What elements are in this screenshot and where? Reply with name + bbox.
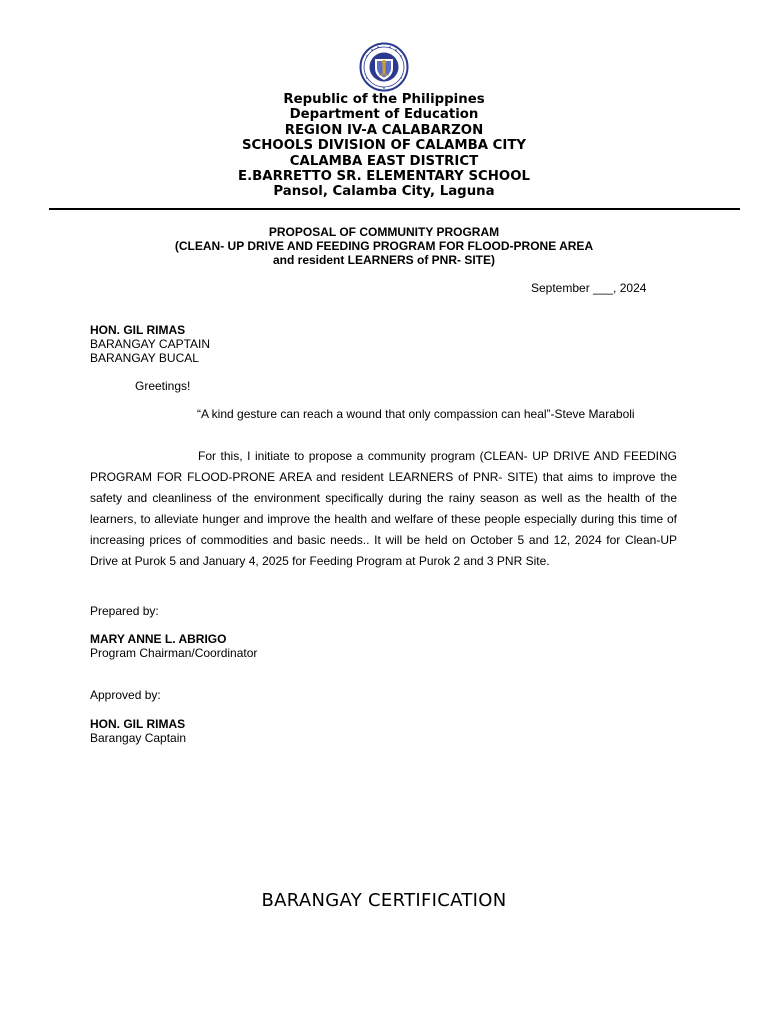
letter-date: September ___, 2024 <box>531 281 647 295</box>
recipient-barangay: BARANGAY BUCAL <box>90 351 199 365</box>
letterhead-address: Pansol, Calamba City, Laguna <box>273 184 495 200</box>
body-paragraph: For this, I initiate to propose a community program (CLEAN- UP DRIVE AND FEEDING PROGRAM FOR FLOOD-PRONE AREA and resident LEARNERS of PNR- SITE) that aims to improve the safety and cleanliness of the environment specifically during the rainy season as well as the health of the learners, to alleviate hunger and improve the health and welfare of these people especially during this time of increasing prices of commodities and basic needs.. It will be held on October 5 and 12, 2024 for Clean-UP Drive at Purok 5 and January 4, 2025 for Feeding Program at Purok 2 and 3 PNR Site. <box>90 449 677 568</box>
letterhead-department: Department of Education <box>289 107 479 123</box>
document-title <box>0 225 768 267</box>
title-line-3: and resident LEARNERS of PNR- SITE) <box>272 253 496 267</box>
approver-name: HON. GIL RIMAS <box>90 717 186 731</box>
letterhead-school: E.BARRETTO SR. ELEMENTARY SCHOOL <box>238 169 530 185</box>
letterhead-region: REGION IV-A CALABARZON <box>284 122 484 138</box>
letterhead-country: Republic of the Philippines <box>283 92 485 107</box>
preparer-role: Program Chairman/Coordinator <box>90 646 258 660</box>
deped-seal-logo <box>355 42 413 92</box>
title-line-2: (CLEAN- UP DRIVE AND FEEDING PROGRAM FOR FLOOD-PRONE AREA <box>174 239 594 253</box>
quote: “A kind gesture can reach a wound that only compassion can heal”-Steve Maraboli <box>197 407 635 421</box>
approver-role: Barangay Captain <box>90 731 187 745</box>
greeting: Greetings! <box>135 379 191 393</box>
letterhead-district: CALAMBA EAST DISTRICT <box>289 153 479 169</box>
letterhead-division: SCHOOLS DIVISION OF CALAMBA CITY <box>241 138 527 154</box>
approved-by-label: Approved by: <box>90 688 161 702</box>
recipient-name: HON. GIL RIMAS <box>90 323 186 337</box>
preparer-name: MARY ANNE L. ABRIGO <box>90 632 227 646</box>
header-divider <box>49 208 740 210</box>
letterhead <box>0 92 768 200</box>
certification-heading: BARANGAY CERTIFICATION <box>261 890 507 911</box>
prepared-by-label: Prepared by: <box>90 604 159 618</box>
recipient-position: BARANGAY CAPTAIN <box>90 337 211 351</box>
title-line-1: PROPOSAL OF COMMUNITY PROGRAM <box>268 225 500 239</box>
